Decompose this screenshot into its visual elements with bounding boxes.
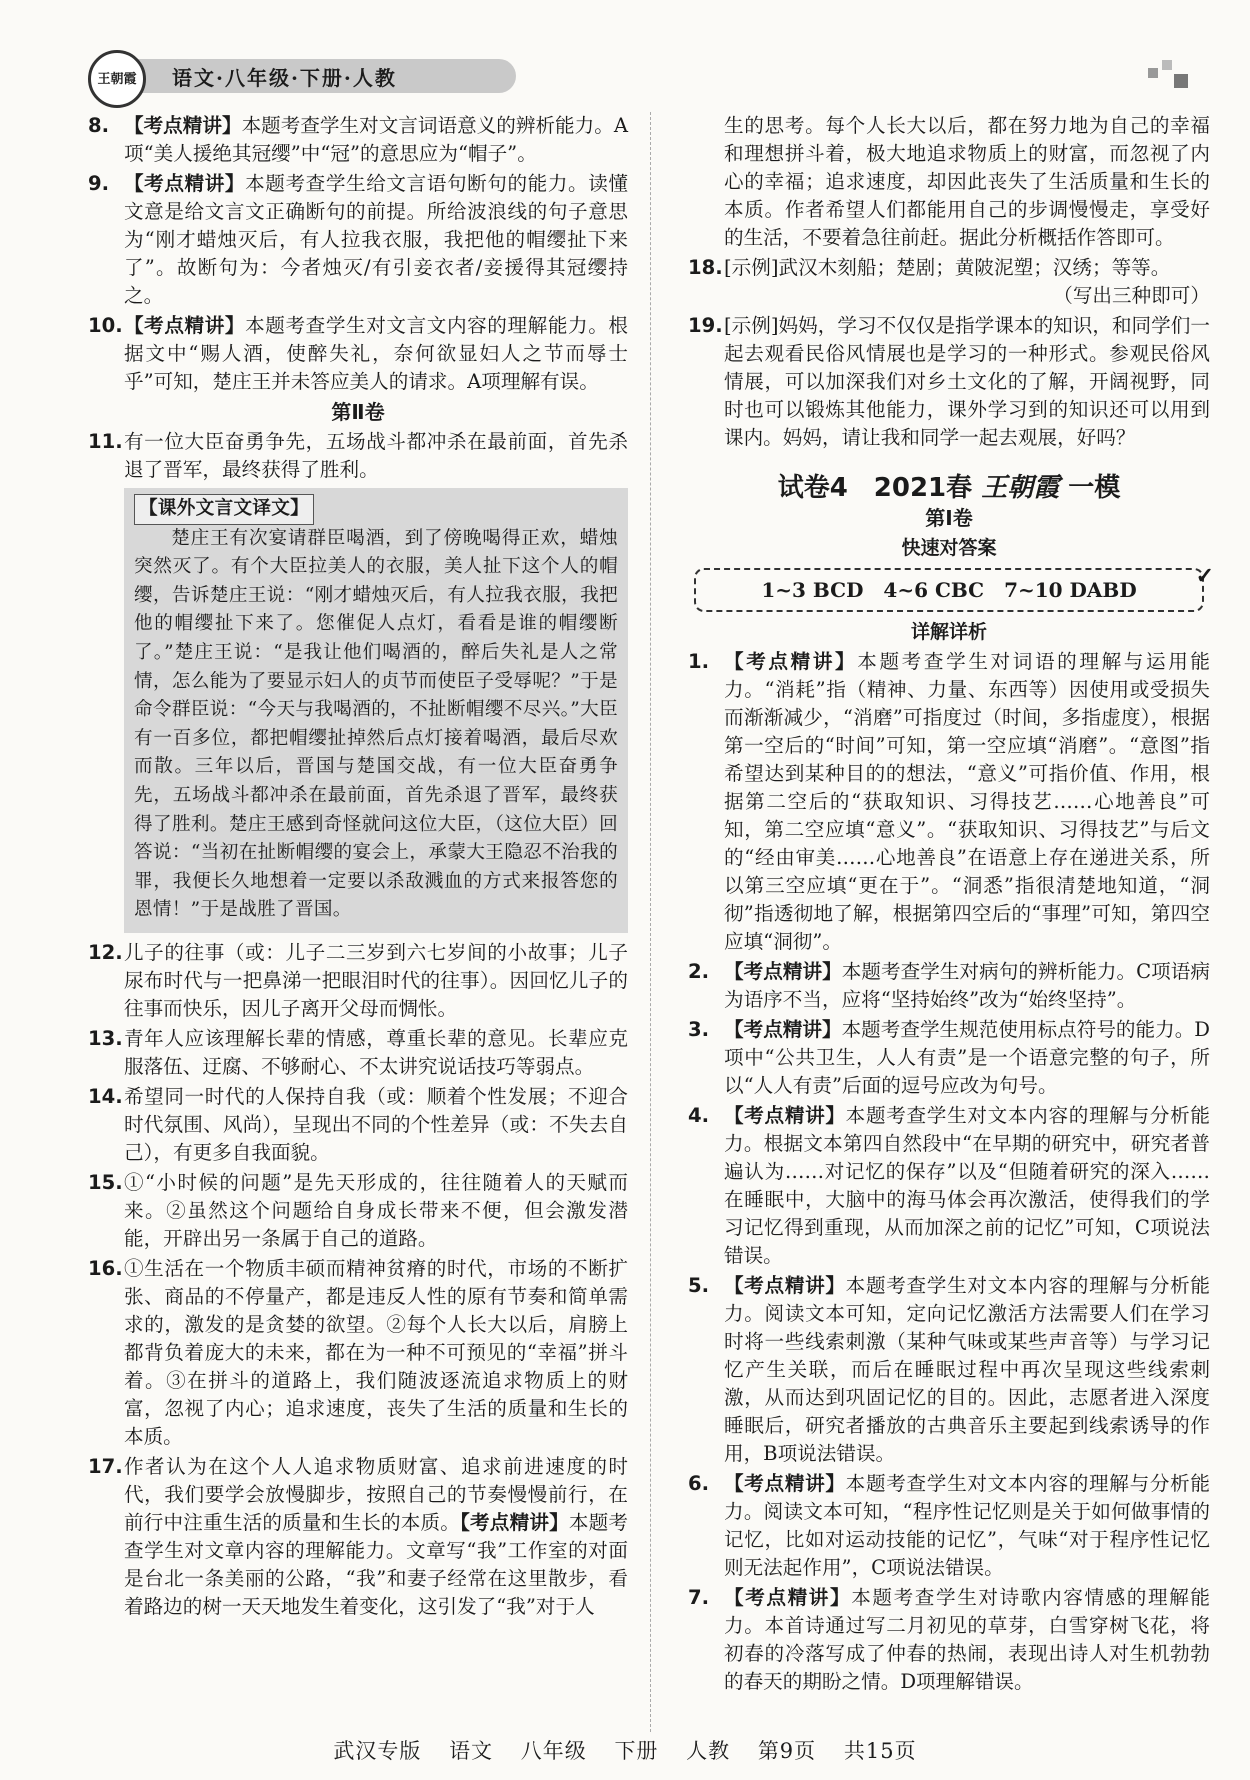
explanation-item-2 (688, 958, 1210, 1014)
item-tag: 【考点精讲】 (724, 1274, 846, 1297)
item-text: 作者认为在这个人人追求物质财富、追求前进速度的时代，我们要学会放慢脚步，按照自己的节奏慢慢前行，在前行中注重生活的质量和生长的本质。 (124, 1454, 628, 1534)
right-column (688, 112, 1214, 1698)
answer-item-12 (88, 939, 628, 1023)
detail-label: 详解详析 (910, 621, 987, 643)
checkmark-icon: ✓ (1195, 563, 1214, 589)
footer-subject: 语文 (449, 1739, 494, 1763)
item-number: 8. (88, 114, 110, 137)
item-tag: 【考点精讲】 (724, 1472, 846, 1495)
item-number: 2. (688, 960, 710, 983)
item-tag: 【考点精讲】 (124, 114, 242, 137)
explanation-item-6 (688, 1470, 1210, 1582)
item-number: 7. (688, 1586, 710, 1609)
item-number: 17. (88, 1454, 123, 1478)
item-number: 19. (688, 314, 723, 337)
item-number: 6. (688, 1472, 710, 1495)
item-text: 青年人应该理解长辈的情感，尊重长辈的意见。长辈应克服落伍、迂腐、不够耐心、不太讲究说话技巧等弱点。 (124, 1026, 628, 1078)
item-number: 9. (88, 172, 110, 195)
item-text: [示例]妈妈，学习不仅仅是指学课本的知识，和同学们一起去观看民俗风情展也是学习的一种形式。参观民俗风情展，可以加深我们对乡土文化的了解，开阔视野，同时也可以锻炼其他能力，课外学习到的知识还可以用到课内。妈妈，请让我和同学一起去观展，好吗？ (724, 314, 1210, 449)
item-text: ①生活在一个物质丰硕而精神贫瘠的时代，市场的不断扩张、商品的不停量产，都是违反人性的原有节奏和简单需求的，激发的是贪婪的欲望。②每个人长大以后，肩膀上都背负着庞大的未来，都在为一种不可预见的“幸福”拼斗着。③在拼斗的道路上，我们随波逐流追求物质上的财富，忽视了内心；追求速度，丧失了生活的质量和生长的本质。 (124, 1256, 628, 1448)
answer-item-18 (688, 254, 1210, 310)
answer-item-8 (88, 112, 628, 168)
item-tag: 【考点精讲】 (724, 1018, 842, 1041)
page-footer (0, 1735, 1250, 1765)
item-tag: 【考点精讲】 (724, 1586, 852, 1609)
item-text: 本题考查学生规范使用标点符号的能力。D项中“公共卫生，人人有责”是一个语意完整的句子，所以“人人有责”后面的逗号应改为句号。 (724, 1018, 1210, 1097)
item-text: 本题考查学生对诗歌内容情感的理解能力。本首诗通过写二月初见的草芽，白雪穿树飞花，将初春的冷落写成了仲春的热闹，表现出诗人对生机勃勃的春天的期盼之情。D项理解错误。 (724, 1586, 1211, 1693)
item-number: 12. (88, 940, 123, 964)
footer-grade: 八年级 (520, 1739, 587, 1763)
item-text: [示例]武汉木刻船；楚剧；黄陂泥塑；汉绣；等等。 (724, 256, 1171, 279)
item-number: 18. (688, 256, 723, 279)
item-text: 本题考查学生对文本内容的理解与分析能力。阅读文本可知，定向记忆激活方法需要人们在学习时将一些线索刺激（某种气味或某些声音等）与学习记忆产生关联，而后在睡眠过程中再次呈现这些线索刺激，从而达到巩固记忆的目的。因此，志愿者进入深度睡眠后，研究者播放的古典音乐主要起到线索诱导的作用，B项说法错误。 (724, 1274, 1211, 1465)
page-header (88, 50, 1188, 94)
footer-page: 第9页 (757, 1739, 817, 1763)
answer-item-11 (88, 428, 628, 484)
item-text: 本题考查学生对文言词语意义的辨析能力。A项“美人援绝其冠缨”中“冠”的意思应为“帽子”。 (124, 114, 628, 165)
item-number: 4. (688, 1104, 710, 1127)
item-number: 10. (88, 314, 123, 337)
translation-title: 【课外文言文译文】 (134, 494, 314, 525)
exam-title-brand: 王朝霞 (981, 473, 1060, 503)
item-tag: 【考点精讲】 (724, 1104, 846, 1127)
item-note: （写出三种即可） (1053, 284, 1210, 307)
item-text: 本题考查学生对文本内容的理解与分析能力。根据文本第四自然段中“在早期的研究中，研究者普遍认为……对记忆的保存”以及“但随着研究的深入……在睡眠中，大脑中的海马体会再次激活，使得我们的学习记忆得到重现，从而加深之前的记忆”可知，C项说法错误。 (724, 1104, 1211, 1267)
column-divider (650, 112, 651, 1732)
item-number: 13. (88, 1026, 123, 1050)
item-tag: 【考点精讲】 (124, 172, 246, 195)
item-text: 本题考查学生对病句的辨析能力。C项语病为语序不当，应将“坚持始终”改为“始终坚持”。 (724, 960, 1210, 1011)
item-number: 1. (688, 650, 710, 673)
answer-item-16 (88, 1255, 628, 1451)
quick-answers: 1~3 BCD 4~6 CBC 7~10 DABD (761, 578, 1137, 602)
quick-answer-label: 快速对答案 (901, 537, 997, 559)
item-number: 14. (88, 1084, 123, 1108)
brand-logo (88, 50, 146, 108)
item-text: 本题考查学生对文本内容的理解与分析能力。阅读文本可知，“程序性记忆则是关于如何做事情的记忆，比如对运动技能的记忆”，气味“对于程序性记忆则无法起作用”，C项说法错误。 (724, 1472, 1211, 1579)
left-column (88, 112, 628, 1623)
exam-title-main: 试卷4 2021春 (777, 473, 973, 503)
section-heading-1: 第Ⅰ卷 (925, 506, 973, 530)
exam-title-suffix: 一模 (1068, 473, 1121, 503)
footer-publisher: 人教 (686, 1739, 731, 1763)
item-tag: 【考点精讲】 (724, 960, 842, 983)
item-text: 儿子的往事（或：儿子二三岁到六七岁间的小故事；儿子尿布时代与一把鼻涕一把眼泪时代的往事）。因回忆儿子的往事而快乐，因儿子离开父母而惆怅。 (124, 940, 628, 1020)
item-tag: 【考点精讲】 (460, 1510, 569, 1534)
item-text-2: 本题考查学生对文章内容的理解能力。文章写“我”工作室的对面是台北一条美丽的公路，“我”和妻子经常在这里散步，看着路边的树一天天地发生着变化，这引发了“我”对于人 (124, 1510, 629, 1618)
exam-title (688, 474, 1210, 502)
answer-item-19 (688, 312, 1210, 452)
footer-total: 共15页 (843, 1739, 917, 1763)
section-heading-2: 第Ⅱ卷 (331, 400, 385, 424)
answer-item-17 (88, 1453, 628, 1621)
item-number: 15. (88, 1170, 123, 1194)
explanation-item-3 (688, 1016, 1210, 1100)
item-number: 11. (88, 430, 123, 453)
item-number: 16. (88, 1256, 123, 1280)
explanation-item-4 (688, 1102, 1210, 1270)
answer-item-10 (88, 312, 628, 396)
item-text: 生的思考。每个人长大以后，都在努力地为自己的幸福和理想拼斗着，极大地追求物质上的财富，而忽视了内心的幸福；追求速度，却因此丧失了生活质量和生长的本质。作者希望人们都能用自己的步调慢慢走，享受好的生活，不要着急往前赶。据此分析概括作答即可。 (724, 114, 1210, 249)
item-number: 5. (688, 1274, 710, 1297)
item-tag: 【考点精讲】 (724, 650, 858, 673)
decorative-squares-icon (1148, 60, 1188, 90)
item-tag: 【考点精讲】 (124, 314, 246, 337)
item-text: ①“小时候的问题”是先天形成的，往往随着人的天赋而来。②虽然这个问题给自身成长带来不便，但会激发潜能，开辟出另一条属于自己的道路。 (124, 1170, 628, 1250)
item-text: 本题考查学生给文言语句断句的能力。读懂文意是给文言文正确断句的前提。所给波浪线的句子意思为“刚才蜡烛灭后，有人拉我衣服，我把他的帽缨扯下来了”。故断句为：今者烛灭/有引妾衣者/妾援得其冠缨持之。 (124, 172, 629, 307)
item-number: 3. (688, 1018, 710, 1041)
header-title: 语文·八年级·下册·人教 (172, 66, 397, 90)
answer-item-14 (88, 1083, 628, 1167)
item-text: 本题考查学生对文言文内容的理解能力。根据文中“赐人酒，使醉失礼，奈何欲显妇人之节而辱士乎”可知，楚庄王并未答应美人的请求。A项理解有误。 (124, 314, 629, 393)
logo-text: 王朝霞 (97, 72, 137, 87)
item-text: 希望同一时代的人保持自我（或：顺着个性发展；不迎合时代氛围、风尚），呈现出不同的个性差异（或：不失去自己），有更多自我面貌。 (124, 1084, 628, 1164)
translation-box (124, 488, 628, 933)
item-text: 本题考查学生对词语的理解与运用能力。“消耗”指（精神、力量、东西等）因使用或受损失而渐渐减少，“消磨”可指度过（时间，多指虚度），根据第一空后的“时间”可知，第一空应填“消磨”。“意图”指希望达到某种目的的想法，“意义”可指价值、作用，根据第二空后的“获取知识、习得技艺……心地善良”可知，第二空应填“意义”。“获取知识、习得技艺”与后文的“经由审美……心地善良”在语意上存在递进关系，所以第三空应填“更在于”。“洞悉”指很清楚地知道，“洞彻”指透彻地了解，根据第四空后的“事理”可知，第四空应填“洞彻”。 (724, 650, 1211, 953)
footer-volume: 下册 (614, 1739, 659, 1763)
translation-text: 楚庄王有次宴请群臣喝酒，到了傍晚喝得正欢，蜡烛突然灭了。有个大臣拉美人的衣服，美人扯下这个人的帽缨，告诉楚庄王说：“刚才蜡烛灭后，有人拉我衣服，我把他的帽缨扯下来了。您催促人点灯，看看是谁的帽缨断了。”楚庄王说：“是我让他们喝酒的，醉后失礼是人之常情，怎么能为了要显示妇人的贞节而使臣子受辱呢？”于是命令群臣说：“今天与我喝酒的，不扯断帽缨不尽兴。”大臣有一百多位，都把帽缨扯掉然后点灯接着喝酒，最后尽欢而散。三年以后，晋国与楚国交战，有一位大臣奋勇争先，五场战斗都冲杀在最前面，首先杀退了晋军，最终获得了胜利。楚庄王感到奇怪就问这位大臣，（这位大臣）回答说：“当初在扯断帽缨的宴会上，承蒙大王隐忍不治我的罪，我便长久地想着一定要以杀敌溅血的方式来报答您的恩情！”于是战胜了晋国。 (134, 527, 618, 921)
explanation-item-5 (688, 1272, 1210, 1468)
quick-answer-box (694, 563, 1214, 612)
answer-item-17-continued (688, 112, 1210, 252)
item-text: 有一位大臣奋勇争先，五场战斗都冲杀在最前面，首先杀退了晋军，最终获得了胜利。 (124, 430, 628, 481)
answer-item-15 (88, 1169, 628, 1253)
answer-item-13 (88, 1025, 628, 1081)
footer-edition: 武汉专版 (333, 1739, 422, 1763)
explanation-item-1 (688, 648, 1210, 956)
explanation-item-7 (688, 1584, 1210, 1696)
answer-item-9 (88, 170, 628, 310)
